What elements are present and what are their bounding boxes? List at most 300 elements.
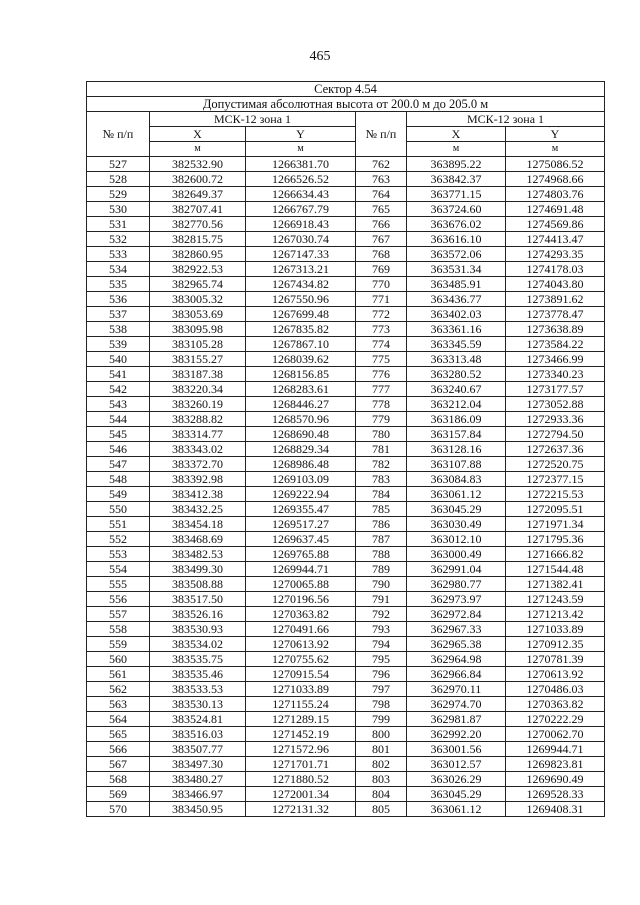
point-number: 555 — [87, 577, 150, 592]
point-number: 803 — [356, 772, 407, 787]
point-number: 566 — [87, 742, 150, 757]
x-coordinate: 383507.77 — [150, 742, 246, 757]
x-coordinate: 363313.48 — [407, 352, 506, 367]
point-number: 569 — [87, 787, 150, 802]
x-coordinate: 382770.56 — [150, 217, 246, 232]
y-coordinate: 1270613.92 — [506, 667, 605, 682]
table-row — [87, 637, 605, 652]
point-number: 552 — [87, 532, 150, 547]
point-number: 547 — [87, 457, 150, 472]
table-row — [87, 577, 605, 592]
point-number: 530 — [87, 202, 150, 217]
table-row — [87, 682, 605, 697]
sector-title: Сектор 4.54 — [87, 82, 605, 97]
x-coordinate: 362965.38 — [407, 637, 506, 652]
y-coordinate: 1272377.15 — [506, 472, 605, 487]
y-header-right: Y — [506, 127, 605, 142]
y-coordinate: 1273177.57 — [506, 382, 605, 397]
table-row — [87, 307, 605, 322]
y-coordinate: 1268829.34 — [246, 442, 356, 457]
y-coordinate: 1274803.76 — [506, 187, 605, 202]
y-coordinate: 1271880.52 — [246, 772, 356, 787]
point-number: 802 — [356, 757, 407, 772]
x-coordinate: 383343.02 — [150, 442, 246, 457]
y-coordinate: 1266381.70 — [246, 157, 356, 172]
x-coordinate: 383466.97 — [150, 787, 246, 802]
point-number: 551 — [87, 517, 150, 532]
y-coordinate: 1270486.03 — [506, 682, 605, 697]
point-number: 542 — [87, 382, 150, 397]
y-coordinate: 1268446.27 — [246, 397, 356, 412]
x-coordinate: 363485.91 — [407, 277, 506, 292]
y-coordinate: 1269408.31 — [506, 802, 605, 817]
y-coordinate: 1270755.62 — [246, 652, 356, 667]
table-row — [87, 412, 605, 427]
x-coordinate: 383450.95 — [150, 802, 246, 817]
y-coordinate: 1272520.75 — [506, 457, 605, 472]
table-row — [87, 562, 605, 577]
y-coordinate: 1270613.92 — [246, 637, 356, 652]
unit-y-left: м — [246, 142, 356, 157]
x-coordinate: 362991.04 — [407, 562, 506, 577]
point-number: 553 — [87, 547, 150, 562]
x-coordinate: 383372.70 — [150, 457, 246, 472]
x-coordinate: 383508.88 — [150, 577, 246, 592]
table-row — [87, 697, 605, 712]
y-coordinate: 1271033.89 — [506, 622, 605, 637]
x-coordinate: 362966.84 — [407, 667, 506, 682]
x-coordinate: 383392.98 — [150, 472, 246, 487]
point-number: 789 — [356, 562, 407, 577]
y-coordinate: 1274569.86 — [506, 217, 605, 232]
x-coordinate: 383482.53 — [150, 547, 246, 562]
x-coordinate: 363771.15 — [407, 187, 506, 202]
point-number: 797 — [356, 682, 407, 697]
y-coordinate: 1269944.71 — [506, 742, 605, 757]
point-number: 804 — [356, 787, 407, 802]
table-row — [87, 757, 605, 772]
x-coordinate: 382815.75 — [150, 232, 246, 247]
point-number: 768 — [356, 247, 407, 262]
y-coordinate: 1273891.62 — [506, 292, 605, 307]
y-coordinate: 1270196.56 — [246, 592, 356, 607]
table-row — [87, 622, 605, 637]
y-coordinate: 1267147.33 — [246, 247, 356, 262]
x-coordinate: 383499.30 — [150, 562, 246, 577]
y-coordinate: 1273638.89 — [506, 322, 605, 337]
point-number: 801 — [356, 742, 407, 757]
point-number: 774 — [356, 337, 407, 352]
point-number: 769 — [356, 262, 407, 277]
y-coordinate: 1270912.35 — [506, 637, 605, 652]
point-number: 764 — [356, 187, 407, 202]
x-coordinate: 363000.49 — [407, 547, 506, 562]
point-number: 536 — [87, 292, 150, 307]
point-number: 559 — [87, 637, 150, 652]
y-coordinate: 1271155.24 — [246, 697, 356, 712]
x-coordinate: 382922.53 — [150, 262, 246, 277]
point-number: 567 — [87, 757, 150, 772]
y-coordinate: 1275086.52 — [506, 157, 605, 172]
y-coordinate: 1270781.39 — [506, 652, 605, 667]
table-row — [87, 667, 605, 682]
y-coordinate: 1268283.61 — [246, 382, 356, 397]
point-number: 792 — [356, 607, 407, 622]
y-coordinate: 1270491.66 — [246, 622, 356, 637]
table-row — [87, 262, 605, 277]
x-coordinate: 363186.09 — [407, 412, 506, 427]
point-number: 561 — [87, 667, 150, 682]
y-coordinate: 1269528.33 — [506, 787, 605, 802]
table-row — [87, 397, 605, 412]
point-number: 556 — [87, 592, 150, 607]
table-row — [87, 517, 605, 532]
point-number: 783 — [356, 472, 407, 487]
x-coordinate: 382532.90 — [150, 157, 246, 172]
point-number: 531 — [87, 217, 150, 232]
y-coordinate: 1267835.82 — [246, 322, 356, 337]
y-coordinate: 1273052.88 — [506, 397, 605, 412]
point-number: 790 — [356, 577, 407, 592]
point-number: 537 — [87, 307, 150, 322]
x-coordinate: 383053.69 — [150, 307, 246, 322]
num-header-right: № п/п — [356, 112, 407, 157]
x-coordinate: 362972.84 — [407, 607, 506, 622]
point-number: 795 — [356, 652, 407, 667]
x-coordinate: 363107.88 — [407, 457, 506, 472]
point-number: 766 — [356, 217, 407, 232]
y-coordinate: 1271572.96 — [246, 742, 356, 757]
y-coordinate: 1271701.71 — [246, 757, 356, 772]
y-coordinate: 1269637.45 — [246, 532, 356, 547]
x-coordinate: 383524.81 — [150, 712, 246, 727]
unit-y-right: м — [506, 142, 605, 157]
y-coordinate: 1274413.47 — [506, 232, 605, 247]
x-coordinate: 363128.16 — [407, 442, 506, 457]
x-coordinate: 363045.29 — [407, 787, 506, 802]
x-coordinate: 363061.12 — [407, 487, 506, 502]
x-coordinate: 383314.77 — [150, 427, 246, 442]
x-coordinate: 383534.02 — [150, 637, 246, 652]
point-number: 534 — [87, 262, 150, 277]
point-number: 543 — [87, 397, 150, 412]
y-coordinate: 1267699.48 — [246, 307, 356, 322]
table-row — [87, 352, 605, 367]
x-coordinate: 363212.04 — [407, 397, 506, 412]
x-coordinate: 383530.93 — [150, 622, 246, 637]
point-number: 545 — [87, 427, 150, 442]
point-number: 781 — [356, 442, 407, 457]
x-coordinate: 363240.67 — [407, 382, 506, 397]
y-coordinate: 1268986.48 — [246, 457, 356, 472]
x-coordinate: 382860.95 — [150, 247, 246, 262]
table-row — [87, 217, 605, 232]
y-coordinate: 1274691.48 — [506, 202, 605, 217]
point-number: 800 — [356, 727, 407, 742]
x-coordinate: 363345.59 — [407, 337, 506, 352]
y-coordinate: 1269823.81 — [506, 757, 605, 772]
point-number: 767 — [356, 232, 407, 247]
table-row — [87, 337, 605, 352]
y-coordinate: 1269690.49 — [506, 772, 605, 787]
table-row — [87, 202, 605, 217]
point-number: 564 — [87, 712, 150, 727]
coordinates-rows — [87, 157, 605, 817]
y-coordinate: 1274968.66 — [506, 172, 605, 187]
table-row — [87, 592, 605, 607]
point-number: 796 — [356, 667, 407, 682]
y-coordinate: 1271243.59 — [506, 592, 605, 607]
x-coordinate: 362981.87 — [407, 712, 506, 727]
x-header-right: X — [407, 127, 506, 142]
y-coordinate: 1266634.43 — [246, 187, 356, 202]
point-number: 805 — [356, 802, 407, 817]
table-row — [87, 487, 605, 502]
table-row — [87, 607, 605, 622]
x-coordinate: 383105.28 — [150, 337, 246, 352]
y-coordinate: 1274293.35 — [506, 247, 605, 262]
x-coordinate: 363030.49 — [407, 517, 506, 532]
x-coordinate: 383454.18 — [150, 517, 246, 532]
x-coordinate: 362980.77 — [407, 577, 506, 592]
point-number: 765 — [356, 202, 407, 217]
point-number: 773 — [356, 322, 407, 337]
point-number: 778 — [356, 397, 407, 412]
point-number: 528 — [87, 172, 150, 187]
y-coordinate: 1273584.22 — [506, 337, 605, 352]
page-number: 465 — [309, 49, 331, 64]
table-row — [87, 247, 605, 262]
y-coordinate: 1270065.88 — [246, 577, 356, 592]
x-coordinate: 363402.03 — [407, 307, 506, 322]
x-coordinate: 383535.46 — [150, 667, 246, 682]
y-coordinate: 1271033.89 — [246, 682, 356, 697]
y-coordinate: 1267550.96 — [246, 292, 356, 307]
zone-header-right: МСК-12 зона 1 — [407, 112, 605, 127]
point-number: 788 — [356, 547, 407, 562]
y-coordinate: 1271795.36 — [506, 532, 605, 547]
point-number: 533 — [87, 247, 150, 262]
point-number: 786 — [356, 517, 407, 532]
table-row — [87, 472, 605, 487]
point-number: 763 — [356, 172, 407, 187]
table-row — [87, 712, 605, 727]
point-number: 546 — [87, 442, 150, 457]
point-number: 539 — [87, 337, 150, 352]
y-coordinate: 1270222.29 — [506, 712, 605, 727]
point-number: 570 — [87, 802, 150, 817]
point-number: 558 — [87, 622, 150, 637]
y-coordinate: 1271544.48 — [506, 562, 605, 577]
y-coordinate: 1267434.82 — [246, 277, 356, 292]
x-coordinate: 382649.37 — [150, 187, 246, 202]
x-coordinate: 382600.72 — [150, 172, 246, 187]
x-coordinate: 362967.33 — [407, 622, 506, 637]
y-header-left: Y — [246, 127, 356, 142]
x-coordinate: 363616.10 — [407, 232, 506, 247]
zone-header-left: МСК-12 зона 1 — [150, 112, 356, 127]
y-coordinate: 1272215.53 — [506, 487, 605, 502]
point-number: 798 — [356, 697, 407, 712]
x-coordinate: 383260.19 — [150, 397, 246, 412]
point-number: 793 — [356, 622, 407, 637]
y-coordinate: 1269222.94 — [246, 487, 356, 502]
altitude-range: Допустимая абсолютная высота от 200.0 м до 205.0 м — [87, 97, 605, 112]
table-row — [87, 232, 605, 247]
y-coordinate: 1270915.54 — [246, 667, 356, 682]
y-coordinate: 1271382.41 — [506, 577, 605, 592]
y-coordinate: 1269765.88 — [246, 547, 356, 562]
table-row — [87, 157, 605, 172]
x-coordinate: 363012.57 — [407, 757, 506, 772]
x-coordinate: 363001.56 — [407, 742, 506, 757]
y-coordinate: 1274178.03 — [506, 262, 605, 277]
y-coordinate: 1273466.99 — [506, 352, 605, 367]
point-number: 785 — [356, 502, 407, 517]
point-number: 770 — [356, 277, 407, 292]
y-coordinate: 1268039.62 — [246, 352, 356, 367]
x-coordinate: 363724.60 — [407, 202, 506, 217]
y-coordinate: 1272131.32 — [246, 802, 356, 817]
y-coordinate: 1266767.79 — [246, 202, 356, 217]
table-row — [87, 187, 605, 202]
x-coordinate: 383530.13 — [150, 697, 246, 712]
x-coordinate: 362970.11 — [407, 682, 506, 697]
y-coordinate: 1269944.71 — [246, 562, 356, 577]
table-row — [87, 547, 605, 562]
x-coordinate: 363061.12 — [407, 802, 506, 817]
y-coordinate: 1271971.34 — [506, 517, 605, 532]
y-coordinate: 1272001.34 — [246, 787, 356, 802]
y-coordinate: 1267313.21 — [246, 262, 356, 277]
y-coordinate: 1273778.47 — [506, 307, 605, 322]
point-number: 762 — [356, 157, 407, 172]
x-coordinate: 363157.84 — [407, 427, 506, 442]
point-number: 779 — [356, 412, 407, 427]
x-coordinate: 382707.41 — [150, 202, 246, 217]
point-number: 782 — [356, 457, 407, 472]
x-coordinate: 383288.82 — [150, 412, 246, 427]
table-row — [87, 787, 605, 802]
point-number: 794 — [356, 637, 407, 652]
x-coordinate: 383220.34 — [150, 382, 246, 397]
point-number: 544 — [87, 412, 150, 427]
y-coordinate: 1267030.74 — [246, 232, 356, 247]
point-number: 548 — [87, 472, 150, 487]
table-row — [87, 427, 605, 442]
x-coordinate: 382965.74 — [150, 277, 246, 292]
table-row — [87, 802, 605, 817]
x-coordinate: 363676.02 — [407, 217, 506, 232]
x-coordinate: 383533.53 — [150, 682, 246, 697]
x-coordinate: 363084.83 — [407, 472, 506, 487]
table-row — [87, 457, 605, 472]
y-coordinate: 1270363.82 — [246, 607, 356, 622]
y-coordinate: 1271213.42 — [506, 607, 605, 622]
point-number: 565 — [87, 727, 150, 742]
point-number: 776 — [356, 367, 407, 382]
point-number: 557 — [87, 607, 150, 622]
point-number: 777 — [356, 382, 407, 397]
x-coordinate: 383187.38 — [150, 367, 246, 382]
point-number: 562 — [87, 682, 150, 697]
y-coordinate: 1272933.36 — [506, 412, 605, 427]
point-number: 554 — [87, 562, 150, 577]
table-row — [87, 172, 605, 187]
x-header-left: X — [150, 127, 246, 142]
point-number: 791 — [356, 592, 407, 607]
point-number: 799 — [356, 712, 407, 727]
x-coordinate: 383468.69 — [150, 532, 246, 547]
x-coordinate: 363361.16 — [407, 322, 506, 337]
point-number: 560 — [87, 652, 150, 667]
point-number: 787 — [356, 532, 407, 547]
x-coordinate: 383535.75 — [150, 652, 246, 667]
x-coordinate: 383155.27 — [150, 352, 246, 367]
table-row — [87, 367, 605, 382]
point-number: 772 — [356, 307, 407, 322]
y-coordinate: 1271289.15 — [246, 712, 356, 727]
y-coordinate: 1266918.43 — [246, 217, 356, 232]
table-row — [87, 502, 605, 517]
y-coordinate: 1272637.36 — [506, 442, 605, 457]
x-coordinate: 383432.25 — [150, 502, 246, 517]
table-row — [87, 742, 605, 757]
y-coordinate: 1268690.48 — [246, 427, 356, 442]
x-coordinate: 363045.29 — [407, 502, 506, 517]
point-number: 550 — [87, 502, 150, 517]
x-coordinate: 383412.38 — [150, 487, 246, 502]
y-coordinate: 1271666.82 — [506, 547, 605, 562]
x-coordinate: 383095.98 — [150, 322, 246, 337]
y-coordinate: 1266526.52 — [246, 172, 356, 187]
point-number: 540 — [87, 352, 150, 367]
x-coordinate: 362992.20 — [407, 727, 506, 742]
y-coordinate: 1273340.23 — [506, 367, 605, 382]
table-row — [87, 277, 605, 292]
point-number: 538 — [87, 322, 150, 337]
x-coordinate: 383480.27 — [150, 772, 246, 787]
x-coordinate: 383526.16 — [150, 607, 246, 622]
point-number: 775 — [356, 352, 407, 367]
x-coordinate: 362973.97 — [407, 592, 506, 607]
table-row — [87, 532, 605, 547]
y-coordinate: 1268156.85 — [246, 367, 356, 382]
table-row — [87, 322, 605, 337]
x-coordinate: 383516.03 — [150, 727, 246, 742]
point-number: 527 — [87, 157, 150, 172]
x-coordinate: 383497.30 — [150, 757, 246, 772]
coordinates-table — [86, 81, 605, 817]
point-number: 780 — [356, 427, 407, 442]
point-number: 563 — [87, 697, 150, 712]
point-number: 541 — [87, 367, 150, 382]
unit-x-left: м — [150, 142, 246, 157]
point-number: 784 — [356, 487, 407, 502]
y-coordinate: 1269103.09 — [246, 472, 356, 487]
x-coordinate: 363280.52 — [407, 367, 506, 382]
table-row — [87, 292, 605, 307]
point-number: 535 — [87, 277, 150, 292]
x-coordinate: 383005.32 — [150, 292, 246, 307]
table-row — [87, 652, 605, 667]
table-row — [87, 442, 605, 457]
x-coordinate: 363436.77 — [407, 292, 506, 307]
point-number: 771 — [356, 292, 407, 307]
point-number: 532 — [87, 232, 150, 247]
x-coordinate: 383517.50 — [150, 592, 246, 607]
x-coordinate: 363531.34 — [407, 262, 506, 277]
